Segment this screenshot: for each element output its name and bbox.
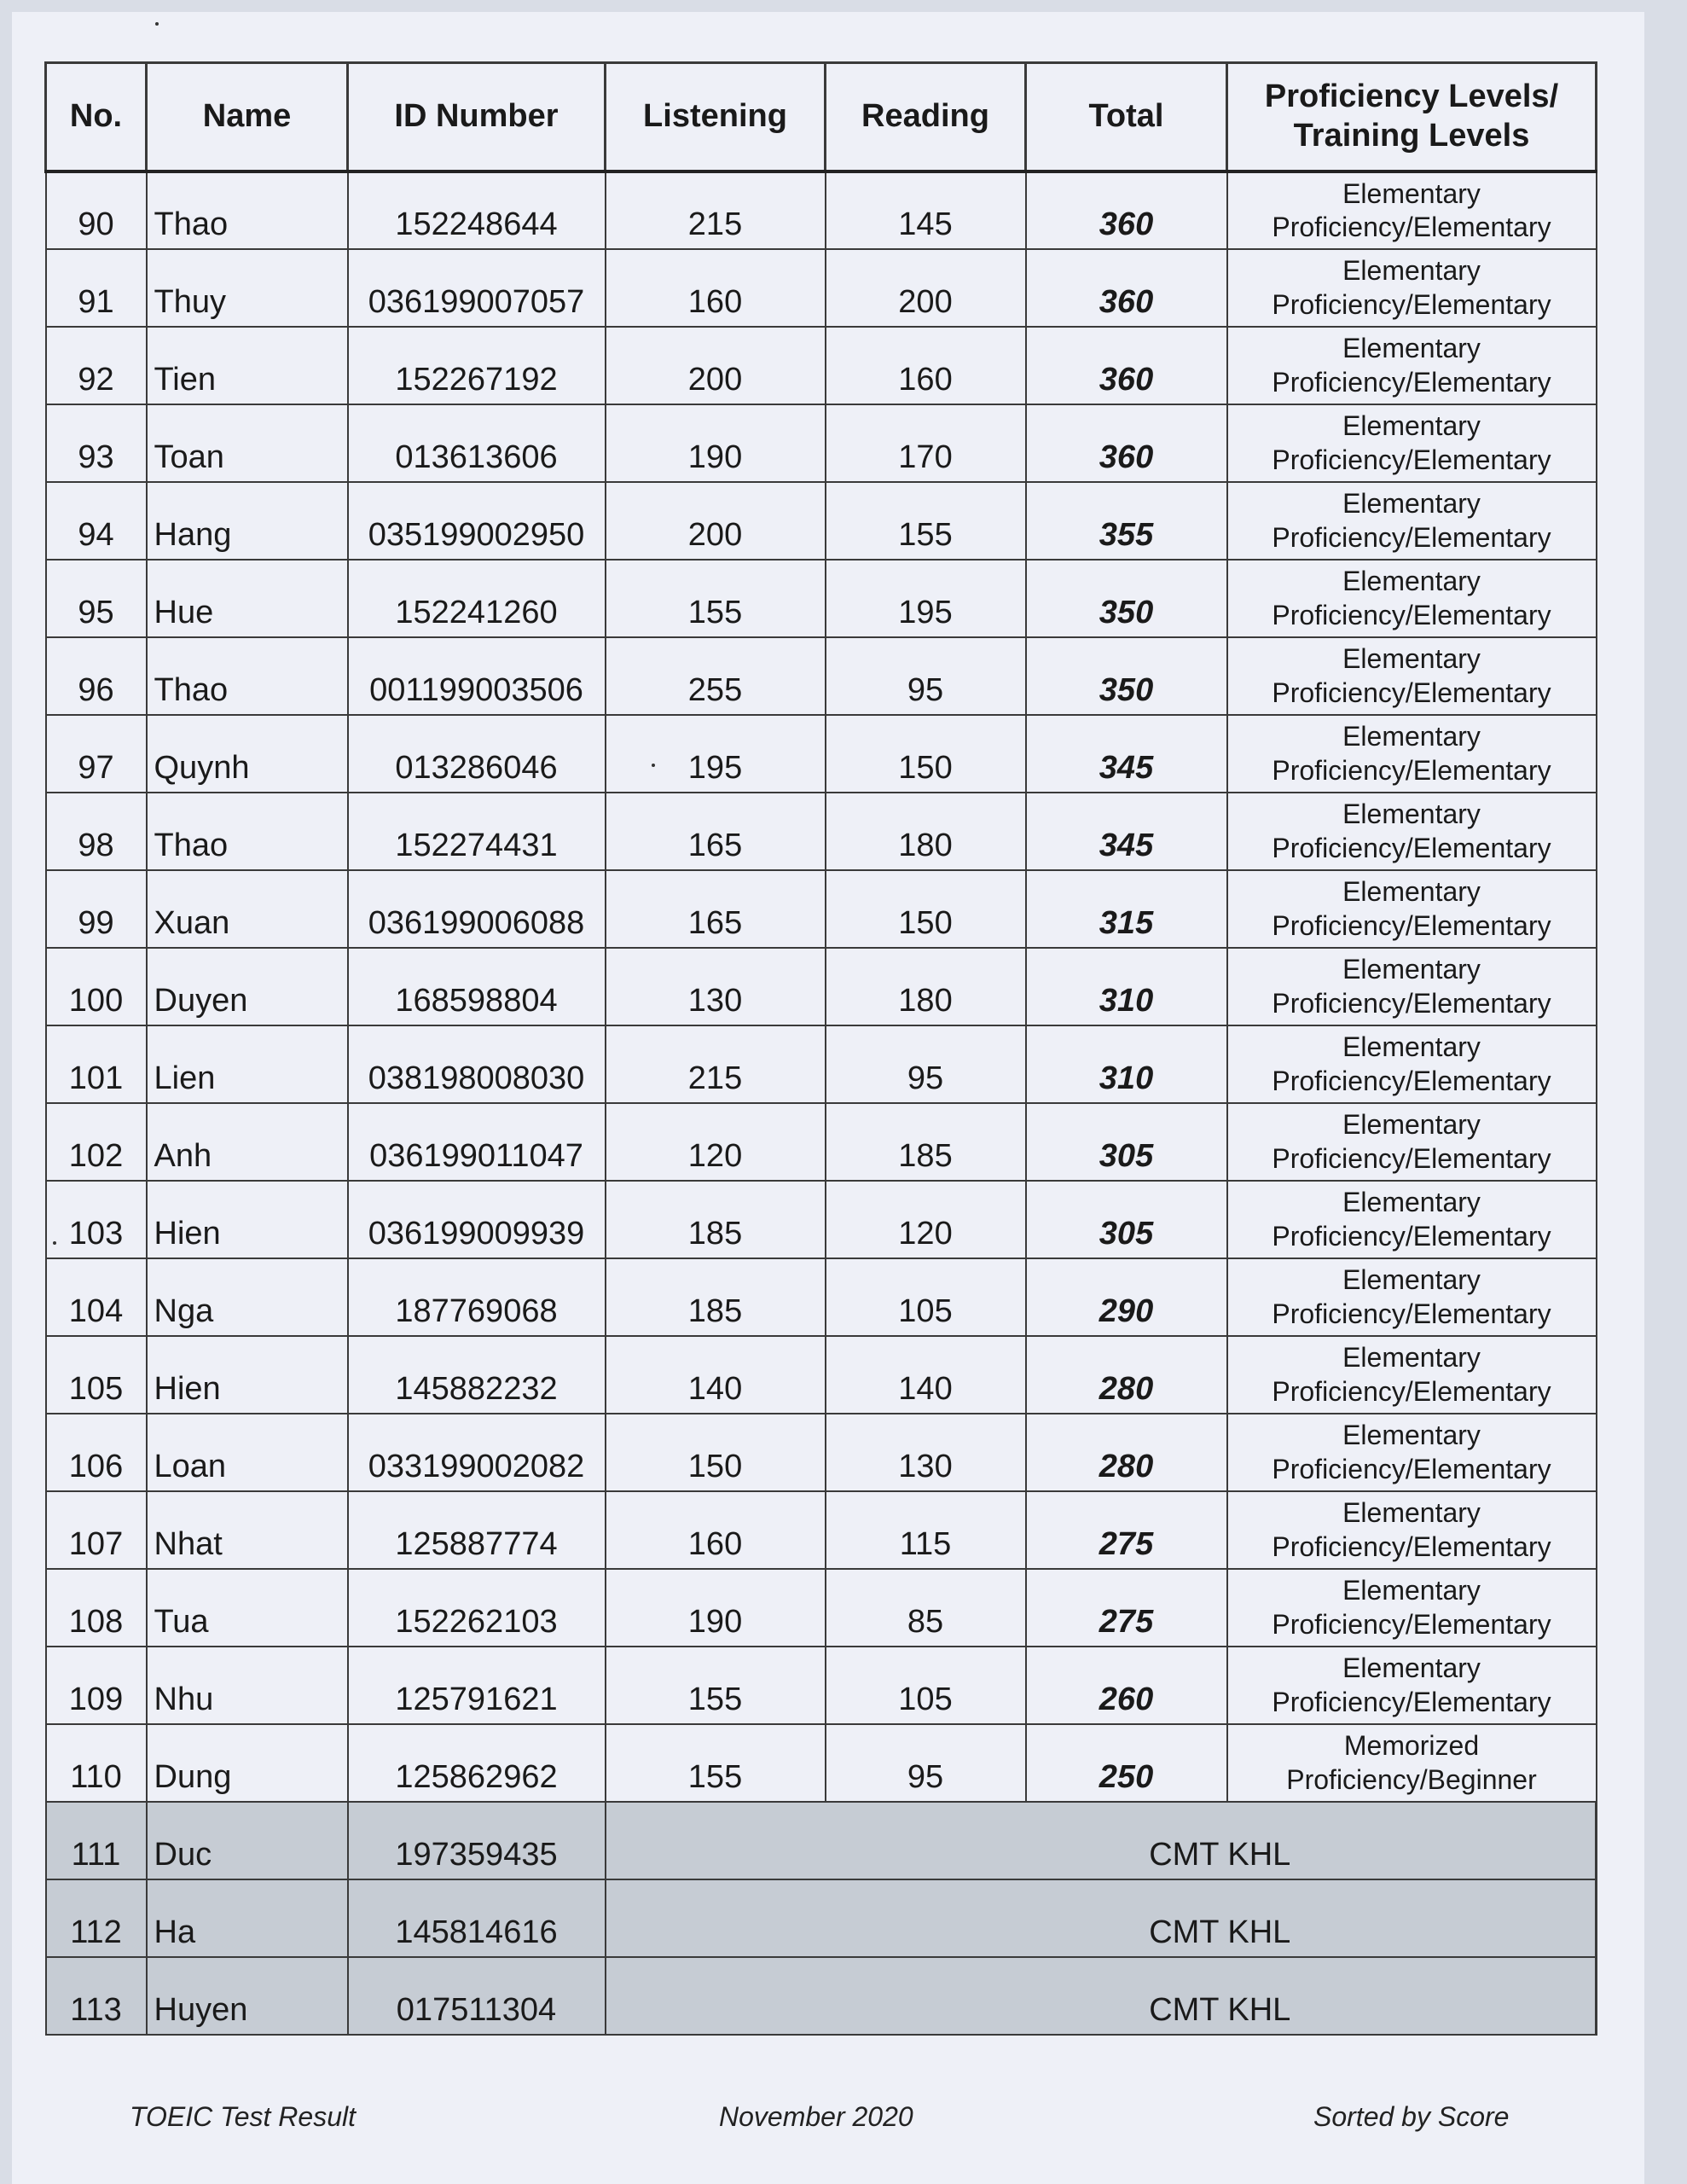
row-name: Huyen (147, 1957, 348, 2035)
row-name: Nga (147, 1258, 348, 1336)
row-name: Thao (147, 793, 348, 870)
absent-row (46, 1802, 1597, 1879)
row-listening: 200 (606, 327, 826, 404)
row-reading: 120 (826, 1181, 1026, 1258)
row-reading: 200 (826, 249, 1026, 327)
row-id-number: 036199007057 (348, 249, 606, 327)
row-proficiency-level (1227, 1569, 1597, 1647)
row-name: Thao (147, 637, 348, 715)
row-level-line2: Proficiency/Elementary (1272, 754, 1551, 786)
row-name: Dung (147, 1724, 348, 1802)
row-reading: 115 (826, 1491, 1026, 1569)
header-proficiency-levels (1227, 63, 1597, 172)
row-total: 360 (1026, 249, 1227, 327)
row-name: Tua (147, 1569, 348, 1647)
header-name: Name (147, 63, 348, 172)
table-row (46, 948, 1597, 1025)
row-name: Hien (147, 1181, 348, 1258)
row-id-number: 152241260 (348, 560, 606, 637)
row-listening: 155 (606, 1724, 826, 1802)
row-name: Loan (147, 1414, 348, 1491)
table-row (46, 870, 1597, 948)
row-level-line1: Elementary (1342, 1264, 1481, 1296)
row-proficiency-level (1227, 1491, 1597, 1569)
row-name: Thao (147, 171, 348, 249)
row-total: 350 (1026, 560, 1227, 637)
row-no: 101 (46, 1025, 147, 1103)
row-no: 104 (46, 1258, 147, 1336)
row-no: 95 (46, 560, 147, 637)
row-name: Tien (147, 327, 348, 404)
row-reading: 170 (826, 404, 1026, 482)
row-level-line2: Proficiency/Elementary (1272, 1686, 1551, 1717)
row-listening: 185 (606, 1181, 826, 1258)
row-proficiency-level (1227, 482, 1597, 560)
row-id-number: 035199002950 (348, 482, 606, 560)
row-reading: 160 (826, 327, 1026, 404)
row-level-line1: Elementary (1342, 177, 1481, 209)
table-row (46, 171, 1597, 249)
header-id-number: ID Number (348, 63, 606, 172)
row-name: Xuan (147, 870, 348, 948)
row-proficiency-level (1227, 1336, 1597, 1414)
row-listening: 160 (606, 1491, 826, 1569)
row-no: 105 (46, 1336, 147, 1414)
row-reading: 150 (826, 870, 1026, 948)
row-level-line2: Proficiency/Elementary (1272, 1375, 1551, 1407)
table-row (46, 1647, 1597, 1724)
row-listening: 255 (606, 637, 826, 715)
row-listening: 130 (606, 948, 826, 1025)
row-reading: 105 (826, 1647, 1026, 1724)
row-listening: 140 (606, 1336, 826, 1414)
row-reading: 95 (826, 1025, 1026, 1103)
row-no: 106 (46, 1414, 147, 1491)
row-no: 111 (46, 1802, 147, 1879)
row-name: Hue (147, 560, 348, 637)
row-level-line2: Proficiency/Elementary (1272, 1065, 1551, 1096)
row-name: Duc (147, 1802, 348, 1879)
row-no: 110 (46, 1724, 147, 1802)
row-level-line2: Proficiency/Elementary (1272, 521, 1551, 553)
row-name: Nhu (147, 1647, 348, 1724)
row-proficiency-level (1227, 1258, 1597, 1336)
row-id-number: 152274431 (348, 793, 606, 870)
row-total: 360 (1026, 327, 1227, 404)
row-total: 355 (1026, 482, 1227, 560)
header-listening: Listening (606, 63, 826, 172)
row-proficiency-level (1227, 793, 1597, 870)
row-total: 280 (1026, 1414, 1227, 1491)
row-proficiency-level (1227, 948, 1597, 1025)
row-total: 250 (1026, 1724, 1227, 1802)
row-level-line2: Proficiency/Elementary (1272, 1220, 1551, 1252)
row-proficiency-level (1227, 870, 1597, 948)
row-level-line2: Proficiency/Beginner (1286, 1763, 1537, 1795)
row-reading: 185 (826, 1103, 1026, 1181)
row-listening: 165 (606, 793, 826, 870)
row-listening: 185 (606, 1258, 826, 1336)
scan-speck (53, 1241, 56, 1245)
row-reading: 95 (826, 637, 1026, 715)
row-name: Ha (147, 1879, 348, 1957)
row-id-number: 013286046 (348, 715, 606, 793)
table-row (46, 560, 1597, 637)
row-proficiency-level (1227, 171, 1597, 249)
header-total: Total (1026, 63, 1227, 172)
header-no: No. (46, 63, 147, 172)
row-name: Anh (147, 1103, 348, 1181)
row-no: 113 (46, 1957, 147, 2035)
table-row (46, 793, 1597, 870)
row-id-number: 125791621 (348, 1647, 606, 1724)
row-id-number: 017511304 (348, 1957, 606, 2035)
footer-date: November 2020 (719, 2101, 913, 2132)
row-id-number: 013613606 (348, 404, 606, 482)
scan-speck (155, 22, 159, 26)
row-proficiency-level (1227, 327, 1597, 404)
row-level-line1: Elementary (1342, 1342, 1481, 1374)
row-id-number: 001199003506 (348, 637, 606, 715)
row-reading: 140 (826, 1336, 1026, 1414)
row-id-number: 033199002082 (348, 1414, 606, 1491)
row-id-number: 145814616 (348, 1879, 606, 1957)
row-no: 112 (46, 1879, 147, 1957)
results-table (44, 61, 1597, 2036)
row-status-note: CMT KHL (606, 1879, 1597, 1957)
row-level-line2: Proficiency/Elementary (1272, 987, 1551, 1019)
row-no: 108 (46, 1569, 147, 1647)
row-name: Lien (147, 1025, 348, 1103)
row-level-line2: Proficiency/Elementary (1272, 1298, 1551, 1329)
row-level-line1: Elementary (1342, 1653, 1481, 1684)
row-id-number: 036199009939 (348, 1181, 606, 1258)
absent-row (46, 1957, 1597, 2035)
row-name: Duyen (147, 948, 348, 1025)
row-name: Quynh (147, 715, 348, 793)
row-level-line1: Elementary (1342, 876, 1481, 908)
row-no: 94 (46, 482, 147, 560)
row-name: Toan (147, 404, 348, 482)
row-no: 99 (46, 870, 147, 948)
row-level-line1: Elementary (1342, 1187, 1481, 1218)
row-id-number: 187769068 (348, 1258, 606, 1336)
header-row (46, 63, 1597, 172)
row-total: 310 (1026, 1025, 1227, 1103)
table-row (46, 1181, 1597, 1258)
table-row (46, 1025, 1597, 1103)
row-listening: 155 (606, 1647, 826, 1724)
row-status-note: CMT KHL (606, 1802, 1597, 1879)
row-level-line2: Proficiency/Elementary (1272, 288, 1551, 320)
row-proficiency-level (1227, 1414, 1597, 1491)
row-listening: 215 (606, 171, 826, 249)
row-no: 93 (46, 404, 147, 482)
row-id-number: 197359435 (348, 1802, 606, 1879)
table-row (46, 1103, 1597, 1181)
row-reading: 130 (826, 1414, 1026, 1491)
row-level-line2: Proficiency/Elementary (1272, 366, 1551, 398)
table-row (46, 249, 1597, 327)
row-level-line2: Proficiency/Elementary (1272, 1531, 1551, 1562)
row-reading: 95 (826, 1724, 1026, 1802)
row-status-note: CMT KHL (606, 1957, 1597, 2035)
row-level-line2: Proficiency/Elementary (1272, 677, 1551, 708)
row-level-line1: Elementary (1342, 1109, 1481, 1141)
row-id-number: 168598804 (348, 948, 606, 1025)
table-row (46, 1414, 1597, 1491)
row-id-number: 038198008030 (348, 1025, 606, 1103)
row-level-line1: Elementary (1342, 1575, 1481, 1606)
table-row (46, 404, 1597, 482)
row-level-line1: Elementary (1342, 333, 1481, 364)
row-level-line1: Elementary (1342, 643, 1481, 675)
row-listening: 150 (606, 1414, 826, 1491)
row-no: 103 (46, 1181, 147, 1258)
row-id-number: 152248644 (348, 171, 606, 249)
row-reading: 105 (826, 1258, 1026, 1336)
row-total: 345 (1026, 715, 1227, 793)
row-proficiency-level (1227, 1025, 1597, 1103)
row-no: 98 (46, 793, 147, 870)
table-row (46, 1258, 1597, 1336)
row-id-number: 152262103 (348, 1569, 606, 1647)
row-name: Hien (147, 1336, 348, 1414)
row-level-line1: Elementary (1342, 721, 1481, 752)
row-level-line1: Elementary (1342, 410, 1481, 442)
row-id-number: 125887774 (348, 1491, 606, 1569)
row-no: 107 (46, 1491, 147, 1569)
row-level-line1: Elementary (1342, 255, 1481, 287)
row-level-line1: Memorized (1343, 1730, 1480, 1762)
row-id-number: 125862962 (348, 1724, 606, 1802)
row-level-line1: Elementary (1342, 1497, 1481, 1529)
header-level-line2: Training Levels (1293, 118, 1530, 154)
row-name: Nhat (147, 1491, 348, 1569)
row-total: 305 (1026, 1103, 1227, 1181)
row-level-line2: Proficiency/Elementary (1272, 444, 1551, 475)
row-proficiency-level (1227, 404, 1597, 482)
row-proficiency-level (1227, 560, 1597, 637)
scan-speck (652, 764, 655, 767)
row-total: 350 (1026, 637, 1227, 715)
footer-title: TOEIC Test Result (130, 2101, 356, 2132)
row-level-line2: Proficiency/Elementary (1272, 1453, 1551, 1484)
row-no: 100 (46, 948, 147, 1025)
table-row (46, 715, 1597, 793)
row-listening: 215 (606, 1025, 826, 1103)
row-no: 97 (46, 715, 147, 793)
header-level-line1: Proficiency Levels/ (1264, 78, 1559, 115)
row-proficiency-level (1227, 637, 1597, 715)
row-total: 345 (1026, 793, 1227, 870)
row-level-line2: Proficiency/Elementary (1272, 909, 1551, 941)
table-row (46, 327, 1597, 404)
row-id-number: 036199011047 (348, 1103, 606, 1181)
row-proficiency-level (1227, 1724, 1597, 1802)
row-listening: 120 (606, 1103, 826, 1181)
row-no: 92 (46, 327, 147, 404)
row-listening: 160 (606, 249, 826, 327)
row-level-line2: Proficiency/Elementary (1272, 1608, 1551, 1640)
row-id-number: 145882232 (348, 1336, 606, 1414)
row-reading: 180 (826, 793, 1026, 870)
row-level-line2: Proficiency/Elementary (1272, 212, 1551, 242)
row-total: 290 (1026, 1258, 1227, 1336)
row-total: 310 (1026, 948, 1227, 1025)
row-no: 102 (46, 1103, 147, 1181)
row-no: 90 (46, 171, 147, 249)
row-total: 275 (1026, 1569, 1227, 1647)
row-proficiency-level (1227, 1647, 1597, 1724)
row-total: 275 (1026, 1491, 1227, 1569)
row-level-line1: Elementary (1342, 954, 1481, 985)
row-no: 91 (46, 249, 147, 327)
table-row (46, 1491, 1597, 1569)
table-row (46, 1724, 1597, 1802)
row-proficiency-level (1227, 1103, 1597, 1181)
row-level-line1: Elementary (1342, 1031, 1481, 1063)
header-reading: Reading (826, 63, 1026, 172)
row-id-number: 152267192 (348, 327, 606, 404)
row-total: 260 (1026, 1647, 1227, 1724)
row-reading: 195 (826, 560, 1026, 637)
table-row (46, 1569, 1597, 1647)
row-level-line1: Elementary (1342, 566, 1481, 597)
row-name: Hang (147, 482, 348, 560)
row-reading: 150 (826, 715, 1026, 793)
row-proficiency-level (1227, 1181, 1597, 1258)
row-level-line1: Elementary (1342, 799, 1481, 830)
row-listening: 190 (606, 404, 826, 482)
row-name: Thuy (147, 249, 348, 327)
row-id-number: 036199006088 (348, 870, 606, 948)
row-total: 305 (1026, 1181, 1227, 1258)
footer-sort-note: Sorted by Score (1313, 2101, 1510, 2132)
table-row (46, 637, 1597, 715)
row-level-line1: Elementary (1342, 1420, 1481, 1451)
row-listening: 190 (606, 1569, 826, 1647)
table-row (46, 482, 1597, 560)
row-proficiency-level (1227, 715, 1597, 793)
row-reading: 145 (826, 171, 1026, 249)
row-total: 360 (1026, 171, 1227, 249)
score-rows (46, 171, 1597, 2035)
row-reading: 180 (826, 948, 1026, 1025)
row-listening: 195 (606, 715, 826, 793)
row-proficiency-level (1227, 249, 1597, 327)
row-level-line2: Proficiency/Elementary (1272, 832, 1551, 863)
row-reading: 155 (826, 482, 1026, 560)
row-no: 96 (46, 637, 147, 715)
row-reading: 85 (826, 1569, 1026, 1647)
absent-row (46, 1879, 1597, 1957)
row-level-line1: Elementary (1342, 488, 1481, 520)
table-row (46, 1336, 1597, 1414)
row-listening: 155 (606, 560, 826, 637)
row-no: 109 (46, 1647, 147, 1724)
row-level-line2: Proficiency/Elementary (1272, 599, 1551, 630)
row-total: 315 (1026, 870, 1227, 948)
row-listening: 165 (606, 870, 826, 948)
row-listening: 200 (606, 482, 826, 560)
row-total: 360 (1026, 404, 1227, 482)
row-total: 280 (1026, 1336, 1227, 1414)
row-level-line2: Proficiency/Elementary (1272, 1142, 1551, 1174)
